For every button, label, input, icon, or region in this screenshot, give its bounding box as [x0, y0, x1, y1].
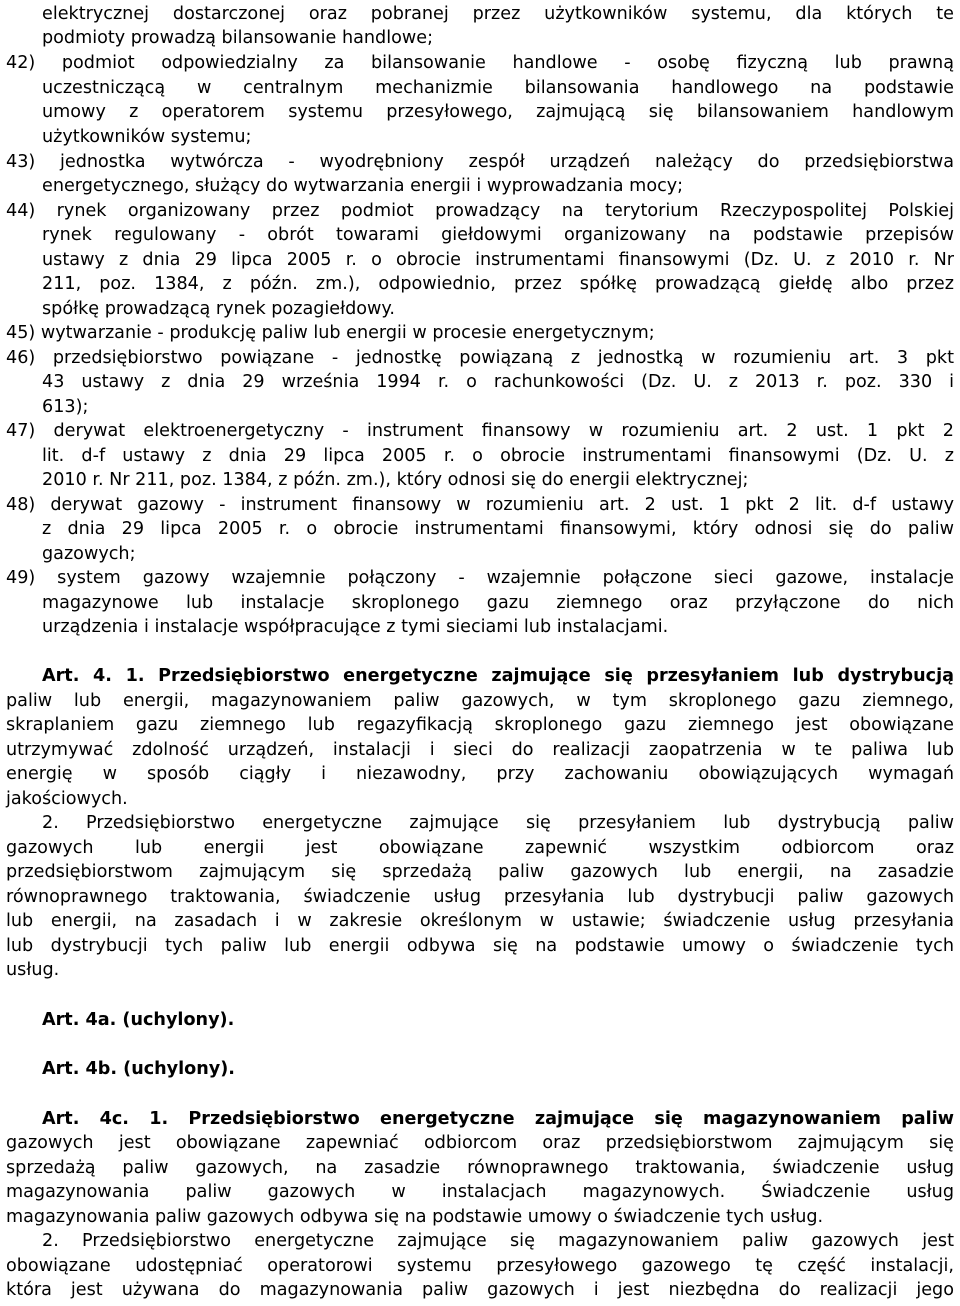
text-line: podmioty prowadzą bilansowanie handlowe;	[42, 28, 433, 48]
text-line: 43 ustawy z dnia 29 września 1994 r. o rachunkowości (Dz. U. z 2013 r. poz. 330 i	[42, 372, 954, 392]
text-line: gazowych;	[42, 544, 136, 564]
text-line: skraplaniem gazu ziemnego lub regazyfikacją skroplonego gazu ziemnego jest obowiązane	[6, 715, 954, 735]
article-4b-heading: Art. 4b. (uchylony).	[42, 1059, 235, 1079]
article-4a-heading: Art. 4a. (uchylony).	[42, 1010, 235, 1030]
text-line: utrzymywać zdolność urządzeń, instalacji i sieci do realizacji zaopatrzenia w te paliwa lub	[6, 740, 954, 760]
text-line: z dnia 29 lipca 2005 r. o obrocie instrumentami finansowymi, który odnosi się do paliw	[42, 519, 954, 539]
definition-48: 48) derywat gazowy - instrument finansowy w rozumieniu art. 2 ust. 1 pkt 2 lit. d-f ustawy	[6, 495, 954, 515]
text-line: 2010 r. Nr 211, poz. 1384, z późn. zm.), który odnosi się do energii elektrycznej;	[42, 470, 749, 490]
text-line: 211, poz. 1384, z późn. zm.), odpowiednio, przez spółkę prowadzącą giełdę albo przez	[42, 274, 954, 294]
definition-47: 47) derywat elektroenergetyczny - instrument finansowy w rozumieniu art. 2 ust. 1 pkt 2	[6, 421, 954, 441]
definition-49: 49) system gazowy wzajemnie połączony - wzajemnie połączone sieci gazowe, instalacje	[6, 568, 954, 588]
text-line: gazowych lub energii jest obowiązane zapewnić wszystkim odbiorcom oraz	[6, 838, 954, 858]
text-line: uczestniczącą w centralnym mechanizmie bilansowania handlowego na podstawie	[42, 78, 954, 98]
text-line: rynek regulowany - obrót towarami giełdowymi organizowany na podstawie przepisów	[42, 225, 954, 245]
text-line: spółkę prowadzącą rynek pozagiełdowy.	[42, 299, 395, 319]
text-line: magazynowania paliw gazowych odbywa się na podstawie umowy o świadczenie tych usług.	[6, 1207, 824, 1227]
text-line: 2. Przedsiębiorstwo energetyczne zajmujące się przesyłaniem lub dystrybucją paliw	[42, 813, 954, 833]
text-line: usług.	[6, 960, 60, 980]
definition-44: 44) rynek organizowany przez podmiot prowadzący na terytorium Rzeczypospolitej Polskiej	[6, 201, 954, 221]
text-line: umowy z operatorem systemu przesyłowego, zajmującą się bilansowaniem handlowym	[42, 102, 954, 122]
text-line: paliw lub energii, magazynowaniem paliw gazowych, w tym skroplonego gazu ziemnego,	[6, 691, 954, 711]
text-line: obowiązane udostępniać operatorowi systemu przesyłowego gazowego tę część instalacji,	[6, 1256, 954, 1276]
text-line: przedsiębiorstwom zajmującym się sprzedażą paliw gazowych lub energii, na zasadzie	[6, 862, 954, 882]
text-line: ustawy z dnia 29 lipca 2005 r. o obrocie instrumentami finansowymi (Dz. U. z 2010 r. Nr	[42, 250, 954, 270]
text-line: sprzedażą paliw gazowych, na zasadzie równoprawnego traktowania, świadczenie usług	[6, 1158, 954, 1178]
text-line: elektrycznej dostarczonej oraz pobranej przez użytkowników systemu, dla których te	[42, 4, 954, 24]
text-line: energetycznego, służący do wytwarzania energii i wyprowadzania mocy;	[42, 176, 684, 196]
text-line: równoprawnego traktowania, świadczenie usług przesyłania lub dystrybucji paliw gazowych	[6, 887, 954, 907]
text-line: urządzenia i instalacje współpracujące z tymi sieciami lub instalacjami.	[42, 617, 669, 637]
text-line: magazynowe lub instalacje skroplonego gazu ziemnego oraz przyłączone do nich	[42, 593, 954, 613]
article-4c-heading: Art. 4c. 1. Przedsiębiorstwo energetyczne zajmujące się magazynowaniem paliw	[42, 1109, 954, 1129]
text-line: 613);	[42, 397, 89, 417]
article-4-heading: Art. 4. 1. Przedsiębiorstwo energetyczne zajmujące się przesyłaniem lub dystrybucją	[42, 666, 954, 686]
text-line: lub dystrybucji tych paliw lub energii odbywa się na podstawie umowy o świadczenie tych	[6, 936, 954, 956]
text-line: energię w sposób ciągły i niezawodny, przy zachowaniu obowiązujących wymagań	[6, 764, 954, 784]
text-line: lub energii, na zasadach i w zakresie określonym w ustawie; świadczenie usług przesyłania	[6, 911, 954, 931]
definition-45: 45) wytwarzanie - produkcję paliw lub energii w procesie energetycznym;	[6, 323, 655, 343]
text-line: gazowych jest obowiązane zapewniać odbiorcom oraz przedsiębiorstwom zajmującym się	[6, 1133, 954, 1153]
text-line: 2. Przedsiębiorstwo energetyczne zajmujące się magazynowaniem paliw gazowych jest	[42, 1231, 954, 1251]
text-line: lit. d-f ustawy z dnia 29 lipca 2005 r. o obrocie instrumentami finansowymi (Dz. U. z	[42, 446, 954, 466]
text-line: jakościowych.	[6, 789, 128, 809]
definition-42: 42) podmiot odpowiedzialny za bilansowanie handlowe - osobę fizyczną lub prawną	[6, 53, 954, 73]
definition-43: 43) jednostka wytwórcza - wyodrębniony zespół urządzeń należący do przedsiębiorstwa	[6, 152, 954, 172]
text-line: która jest używana do magazynowania paliw gazowych i jest niezbędna do realizacji jego	[6, 1280, 954, 1300]
text-line: magazynowania paliw gazowych w instalacjach magazynowych. Świadczenie usług	[6, 1182, 954, 1202]
definition-46: 46) przedsiębiorstwo powiązane - jednostkę powiązaną z jednostką w rozumieniu art. 3 pkt	[6, 348, 954, 368]
text-line: użytkowników systemu;	[42, 127, 252, 147]
